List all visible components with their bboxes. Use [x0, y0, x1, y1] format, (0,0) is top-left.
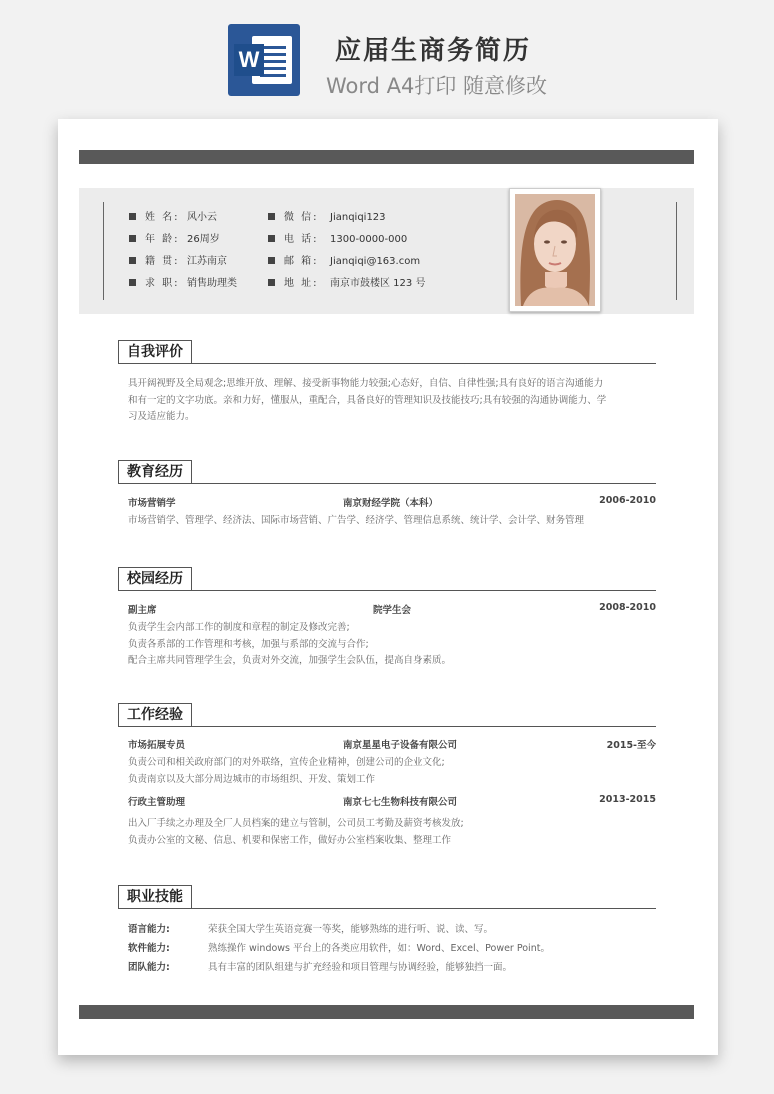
section-title: 校园经历 — [118, 567, 192, 591]
info-address: 地 址: 南京市鼓楼区 123 号 — [268, 274, 425, 296]
personal-info-left — [129, 208, 237, 296]
courses-text: 市场营销学、管理学、经济法、国际市场营销、广告学、经济学、管理信息系统、统计学、会计学、财务管理 — [128, 515, 585, 526]
skill-row: 团队能力: 具有丰富的团队组建与扩充经验和项目管理与协调经验，能够独挡一面。 — [128, 962, 513, 973]
portrait-image — [515, 194, 595, 306]
skill-row: 软件能力: 熟练操作 windows 平台上的各类应用软件，如：Word、Excel、Power Point。 — [128, 943, 550, 954]
info-objective: 求 职: 销售助理类 — [129, 274, 237, 296]
self-evaluation-text: 具开阔视野及全局观念;思维开放、理解、接受新事物能力较强;心态好，自信、自律性强;具有良好的语言沟通能力 和有一定的文字功底。亲和力好，懂服从，重配合，具备良好的管理知识及技能技巧;具有较强的沟通协调能力、学 习及适应能力。 — [128, 378, 607, 422]
banner — [0, 0, 774, 110]
personal-info-right — [268, 208, 425, 296]
section-title: 教育经历 — [118, 460, 192, 484]
header-bar — [79, 150, 694, 164]
campus-row: 副主席 院学生会 2008-2010 — [128, 602, 656, 616]
divider — [103, 202, 104, 300]
job-text: 负责公司和相关政府部门的对外联络，宣传企业精神，创建公司的企业文化; 负责南京以及大部分周边城市的市场组织、开发、策划工作 — [128, 757, 445, 785]
divider — [676, 202, 677, 300]
section-title: 工作经验 — [118, 703, 192, 727]
word-logo-icon: W — [228, 24, 300, 96]
education-row: 市场营销学 南京财经学院（本科） 2006-2010 — [128, 495, 656, 509]
skill-row: 语言能力: 荣获全国大学生英语竞赛一等奖，能够熟练的进行听、说、读、写。 — [128, 924, 494, 935]
personal-info-panel — [79, 188, 694, 314]
section-title: 职业技能 — [118, 885, 192, 909]
self-evaluation-section — [118, 340, 656, 426]
education-section — [118, 460, 656, 530]
info-name: 姓 名: 风小云 — [129, 208, 237, 230]
job-row: 行政主管助理 南京七七生物科技有限公司 2013-2015 — [128, 794, 656, 808]
resume-page — [58, 119, 718, 1055]
section-title: 自我评价 — [118, 340, 192, 364]
campus-text: 负责学生会内部工作的制度和章程的制定及修改完善; 负责各系部的工作管理和考核，加强与系部的交流与合作; 配合主席共同管理学生会，负责对外交流，加强学生会队伍，提高自身素质。 — [128, 622, 452, 666]
job-text: 出入厂手续之办理及全厂人员档案的建立与管制，公司员工考勤及薪资考核发放; 负责办公室的文秘、信息、机要和保密工作，做好办公室档案收集、整理工作 — [128, 818, 464, 846]
work-section — [118, 703, 656, 849]
campus-section — [118, 567, 656, 670]
profile-photo — [509, 188, 601, 312]
banner-subtitle: Word A4打印 随意修改 — [326, 74, 548, 98]
banner-title: 应届生商务简历 — [335, 36, 532, 66]
job-row: 市场拓展专员 南京星星电子设备有限公司 2015-至今 — [128, 740, 656, 751]
skills-section — [118, 885, 656, 978]
footer-bar — [79, 1005, 694, 1019]
info-wechat: 微 信: Jianqiqi123 — [268, 208, 425, 230]
info-hometown: 籍 贯: 江苏南京 — [129, 252, 237, 274]
info-phone: 电 话: 1300-0000-000 — [268, 230, 425, 252]
info-age: 年 龄: 26周岁 — [129, 230, 237, 252]
info-email: 邮 箱: Jianqiqi@163.com — [268, 252, 425, 274]
